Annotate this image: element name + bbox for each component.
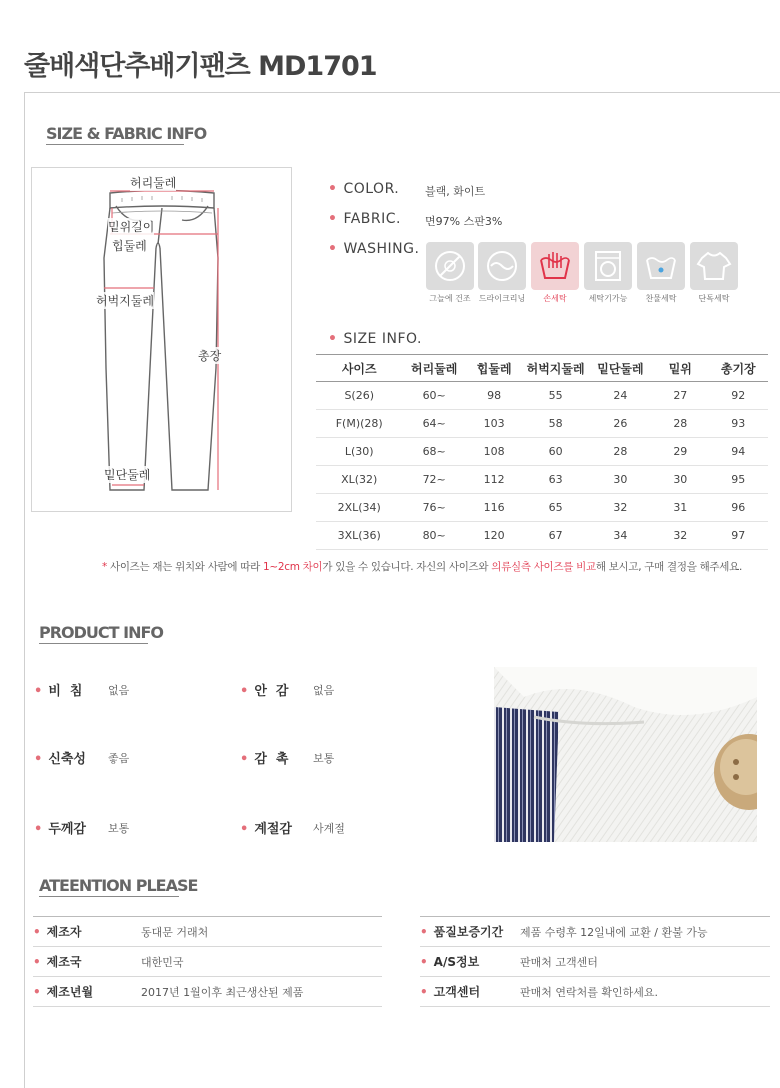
- product-info-value: 보통: [313, 752, 335, 765]
- fabric-value: 면97% 스판3%: [425, 215, 503, 228]
- size-table-cell: 58: [522, 410, 588, 438]
- size-table-cell: 32: [589, 494, 652, 522]
- size-table-cell: 95: [709, 466, 768, 494]
- size-table-cell: 92: [709, 382, 768, 410]
- title-divider: [24, 92, 780, 93]
- bullet-icon: •: [33, 925, 41, 939]
- bullet-icon: •: [33, 955, 41, 969]
- size-table-cell: 26: [589, 410, 652, 438]
- size-col-header: 허벅지둘레: [522, 355, 588, 382]
- attention-row: [420, 977, 770, 1007]
- fabric-label: • FABRIC.: [328, 211, 401, 227]
- size-table-cell: 98: [466, 382, 523, 410]
- attention-key: • 제조자: [33, 925, 82, 939]
- waist-label: 허리둘레: [130, 176, 177, 190]
- size-note: * 사이즈는 재는 위치와 사람에 따라 1~2cm 차이가 있을 수 있습니다. 자신의 사이즈와 의류실측 사이즈를 비교해 보시고, 구매 결정을 해주세요.: [102, 561, 742, 573]
- cold-wash-icon: [637, 242, 685, 290]
- product-info-label: • 감 촉: [240, 752, 289, 767]
- attention-row: [33, 977, 382, 1007]
- wash-cold: [637, 242, 685, 290]
- size-table-cell: 29: [652, 438, 708, 466]
- size-table-cell: 64~: [402, 410, 465, 438]
- attention-key: • 제조년월: [33, 985, 94, 999]
- size-table-cell: 31: [652, 494, 708, 522]
- wash-dry-clean: [478, 242, 526, 290]
- product-info-heading-underline: [39, 643, 148, 644]
- product-info-label: • 신축성: [34, 752, 86, 767]
- bullet-icon: •: [420, 985, 428, 999]
- product-info-heading: PRODUCT INFO: [39, 623, 164, 642]
- size-col-header: 밑단둘레: [589, 355, 652, 382]
- attention-key: • 품질보증기간: [420, 925, 504, 939]
- wash-label-5: 단독세탁: [698, 294, 730, 303]
- attention-key: • 고객센터: [420, 985, 481, 999]
- attention-row: [420, 917, 770, 947]
- size-table-cell: 34: [589, 522, 652, 550]
- bullet-icon: •: [240, 822, 249, 837]
- attention-left-list: [33, 916, 382, 1007]
- washing-machine-icon: [584, 242, 632, 290]
- rise-label: 밑위길이: [108, 220, 155, 234]
- size-table-cell: 28: [589, 438, 652, 466]
- size-table-row: [316, 466, 768, 494]
- size-col-header: 총기장: [709, 355, 768, 382]
- size-table-cell: 24: [589, 382, 652, 410]
- hand-wash-icon: [531, 242, 579, 290]
- bullet-icon: •: [328, 211, 338, 227]
- length-label: 총장: [198, 349, 222, 363]
- bullet-icon: •: [34, 684, 43, 699]
- attention-value: 대한민국: [141, 955, 184, 969]
- size-fabric-heading-underline: [46, 144, 184, 145]
- size-table-cell: F(M)(28): [316, 410, 402, 438]
- color-value: 블랙, 화이트: [425, 185, 486, 198]
- size-table-cell: 103: [466, 410, 523, 438]
- attention-heading: ATEENTION PLEASE: [39, 876, 198, 895]
- bullet-icon: •: [328, 181, 338, 197]
- bullet-icon: •: [33, 985, 41, 999]
- product-info-value: 좋음: [108, 752, 130, 765]
- product-info-value: 보통: [108, 822, 130, 835]
- attention-row: [33, 947, 382, 977]
- product-info-value: 없음: [313, 684, 335, 697]
- thigh-label: 허벅지둘레: [96, 294, 154, 308]
- attention-value: 동대문 거래처: [141, 925, 209, 939]
- size-table-cell: 32: [652, 522, 708, 550]
- size-table-cell: 97: [709, 522, 768, 550]
- attention-key: • A/S정보: [420, 955, 480, 969]
- size-table-cell: 80~: [402, 522, 465, 550]
- hip-label: 힙둘레: [112, 239, 147, 253]
- dry-clean-icon: [478, 242, 526, 290]
- wash-tumble-dry: [426, 242, 474, 290]
- attention-value: 판매처 연락처를 확인하세요.: [520, 985, 659, 999]
- size-table-cell: 60: [522, 438, 588, 466]
- attention-key: • 제조국: [33, 955, 82, 969]
- size-table-cell: 94: [709, 438, 768, 466]
- attention-right-list: [420, 916, 770, 1007]
- product-info-label: • 비 침: [34, 684, 83, 699]
- attention-row: [33, 917, 382, 947]
- size-table-row: [316, 438, 768, 466]
- attention-value: 2017년 1월이후 최근생산된 제품: [141, 985, 304, 999]
- size-table-cell: 108: [466, 438, 523, 466]
- wash-label-3: 세탁기가능: [588, 294, 628, 303]
- size-table-cell: 116: [466, 494, 523, 522]
- size-table-cell: 67: [522, 522, 588, 550]
- size-table-cell: 76~: [402, 494, 465, 522]
- size-table-cell: 65: [522, 494, 588, 522]
- size-table: [316, 354, 768, 550]
- size-table-cell: 68~: [402, 438, 465, 466]
- product-info-label: • 계절감: [240, 822, 292, 837]
- left-border: [24, 92, 25, 1088]
- wash-separate: [690, 242, 738, 290]
- bullet-icon: •: [328, 241, 338, 257]
- wash-label-1: 드라이크리닝: [478, 294, 526, 303]
- bullet-icon: •: [240, 684, 249, 699]
- product-info-value: 사계절: [313, 822, 345, 835]
- bullet-icon: •: [420, 955, 428, 969]
- size-table-cell: 3XL(36): [316, 522, 402, 550]
- wash-label-4: 찬물세탁: [645, 294, 677, 303]
- page-title: 줄배색단추배기팬츠 MD1701: [24, 51, 377, 82]
- pants-illustration: [32, 168, 291, 511]
- wash-label-2: 손세탁: [543, 294, 567, 303]
- wash-label-0: 그늘에 건조: [429, 294, 471, 303]
- size-table-cell: L(30): [316, 438, 402, 466]
- size-col-header: 허리둘레: [402, 355, 465, 382]
- pants-diagram: [31, 167, 292, 512]
- size-info-label: • SIZE INFO.: [328, 331, 422, 347]
- tumble-dry-icon: [426, 242, 474, 290]
- size-table-cell: 30: [589, 466, 652, 494]
- bullet-icon: •: [34, 822, 43, 837]
- size-table-cell: 96: [709, 494, 768, 522]
- washing-label: • WASHING.: [328, 241, 420, 257]
- wash-machine: [584, 242, 632, 290]
- size-table-cell: 55: [522, 382, 588, 410]
- color-label: • COLOR.: [328, 181, 400, 197]
- size-col-header: 사이즈: [316, 355, 402, 382]
- size-col-header: 밑위: [652, 355, 708, 382]
- separate-wash-icon: [690, 242, 738, 290]
- size-table-cell: 72~: [402, 466, 465, 494]
- bullet-icon: •: [420, 925, 428, 939]
- size-table-cell: 28: [652, 410, 708, 438]
- size-table-cell: 30: [652, 466, 708, 494]
- size-table-cell: 27: [652, 382, 708, 410]
- size-table-cell: 60~: [402, 382, 465, 410]
- size-table-header: [316, 355, 768, 382]
- product-info-label: • 안 감: [240, 684, 289, 699]
- size-table-cell: 63: [522, 466, 588, 494]
- product-info-label: • 두께감: [34, 822, 86, 837]
- attention-value: 판매처 고객센터: [520, 955, 598, 969]
- size-table-row: [316, 410, 768, 438]
- attention-row: [420, 947, 770, 977]
- wash-hand-wash: [531, 242, 579, 290]
- size-table-cell: 2XL(34): [316, 494, 402, 522]
- size-table-row: [316, 494, 768, 522]
- size-col-header: 힙둘레: [466, 355, 523, 382]
- hem-label: 밑단둘레: [104, 468, 151, 482]
- attention-heading-underline: [39, 896, 179, 897]
- bullet-icon: •: [34, 752, 43, 767]
- size-table-row: [316, 382, 768, 410]
- size-table-cell: 112: [466, 466, 523, 494]
- size-table-cell: 93: [709, 410, 768, 438]
- size-table-row: [316, 522, 768, 550]
- bullet-icon: •: [328, 331, 338, 347]
- product-info-value: 없음: [108, 684, 130, 697]
- size-table-cell: XL(32): [316, 466, 402, 494]
- size-fabric-heading: SIZE & FABRIC INFO: [46, 124, 207, 143]
- attention-value: 제품 수령후 12일내에 교환 / 환불 가능: [520, 925, 708, 939]
- size-table-cell: S(26): [316, 382, 402, 410]
- size-table-cell: 120: [466, 522, 523, 550]
- bullet-icon: •: [240, 752, 249, 767]
- fabric-detail-photo: [494, 667, 757, 842]
